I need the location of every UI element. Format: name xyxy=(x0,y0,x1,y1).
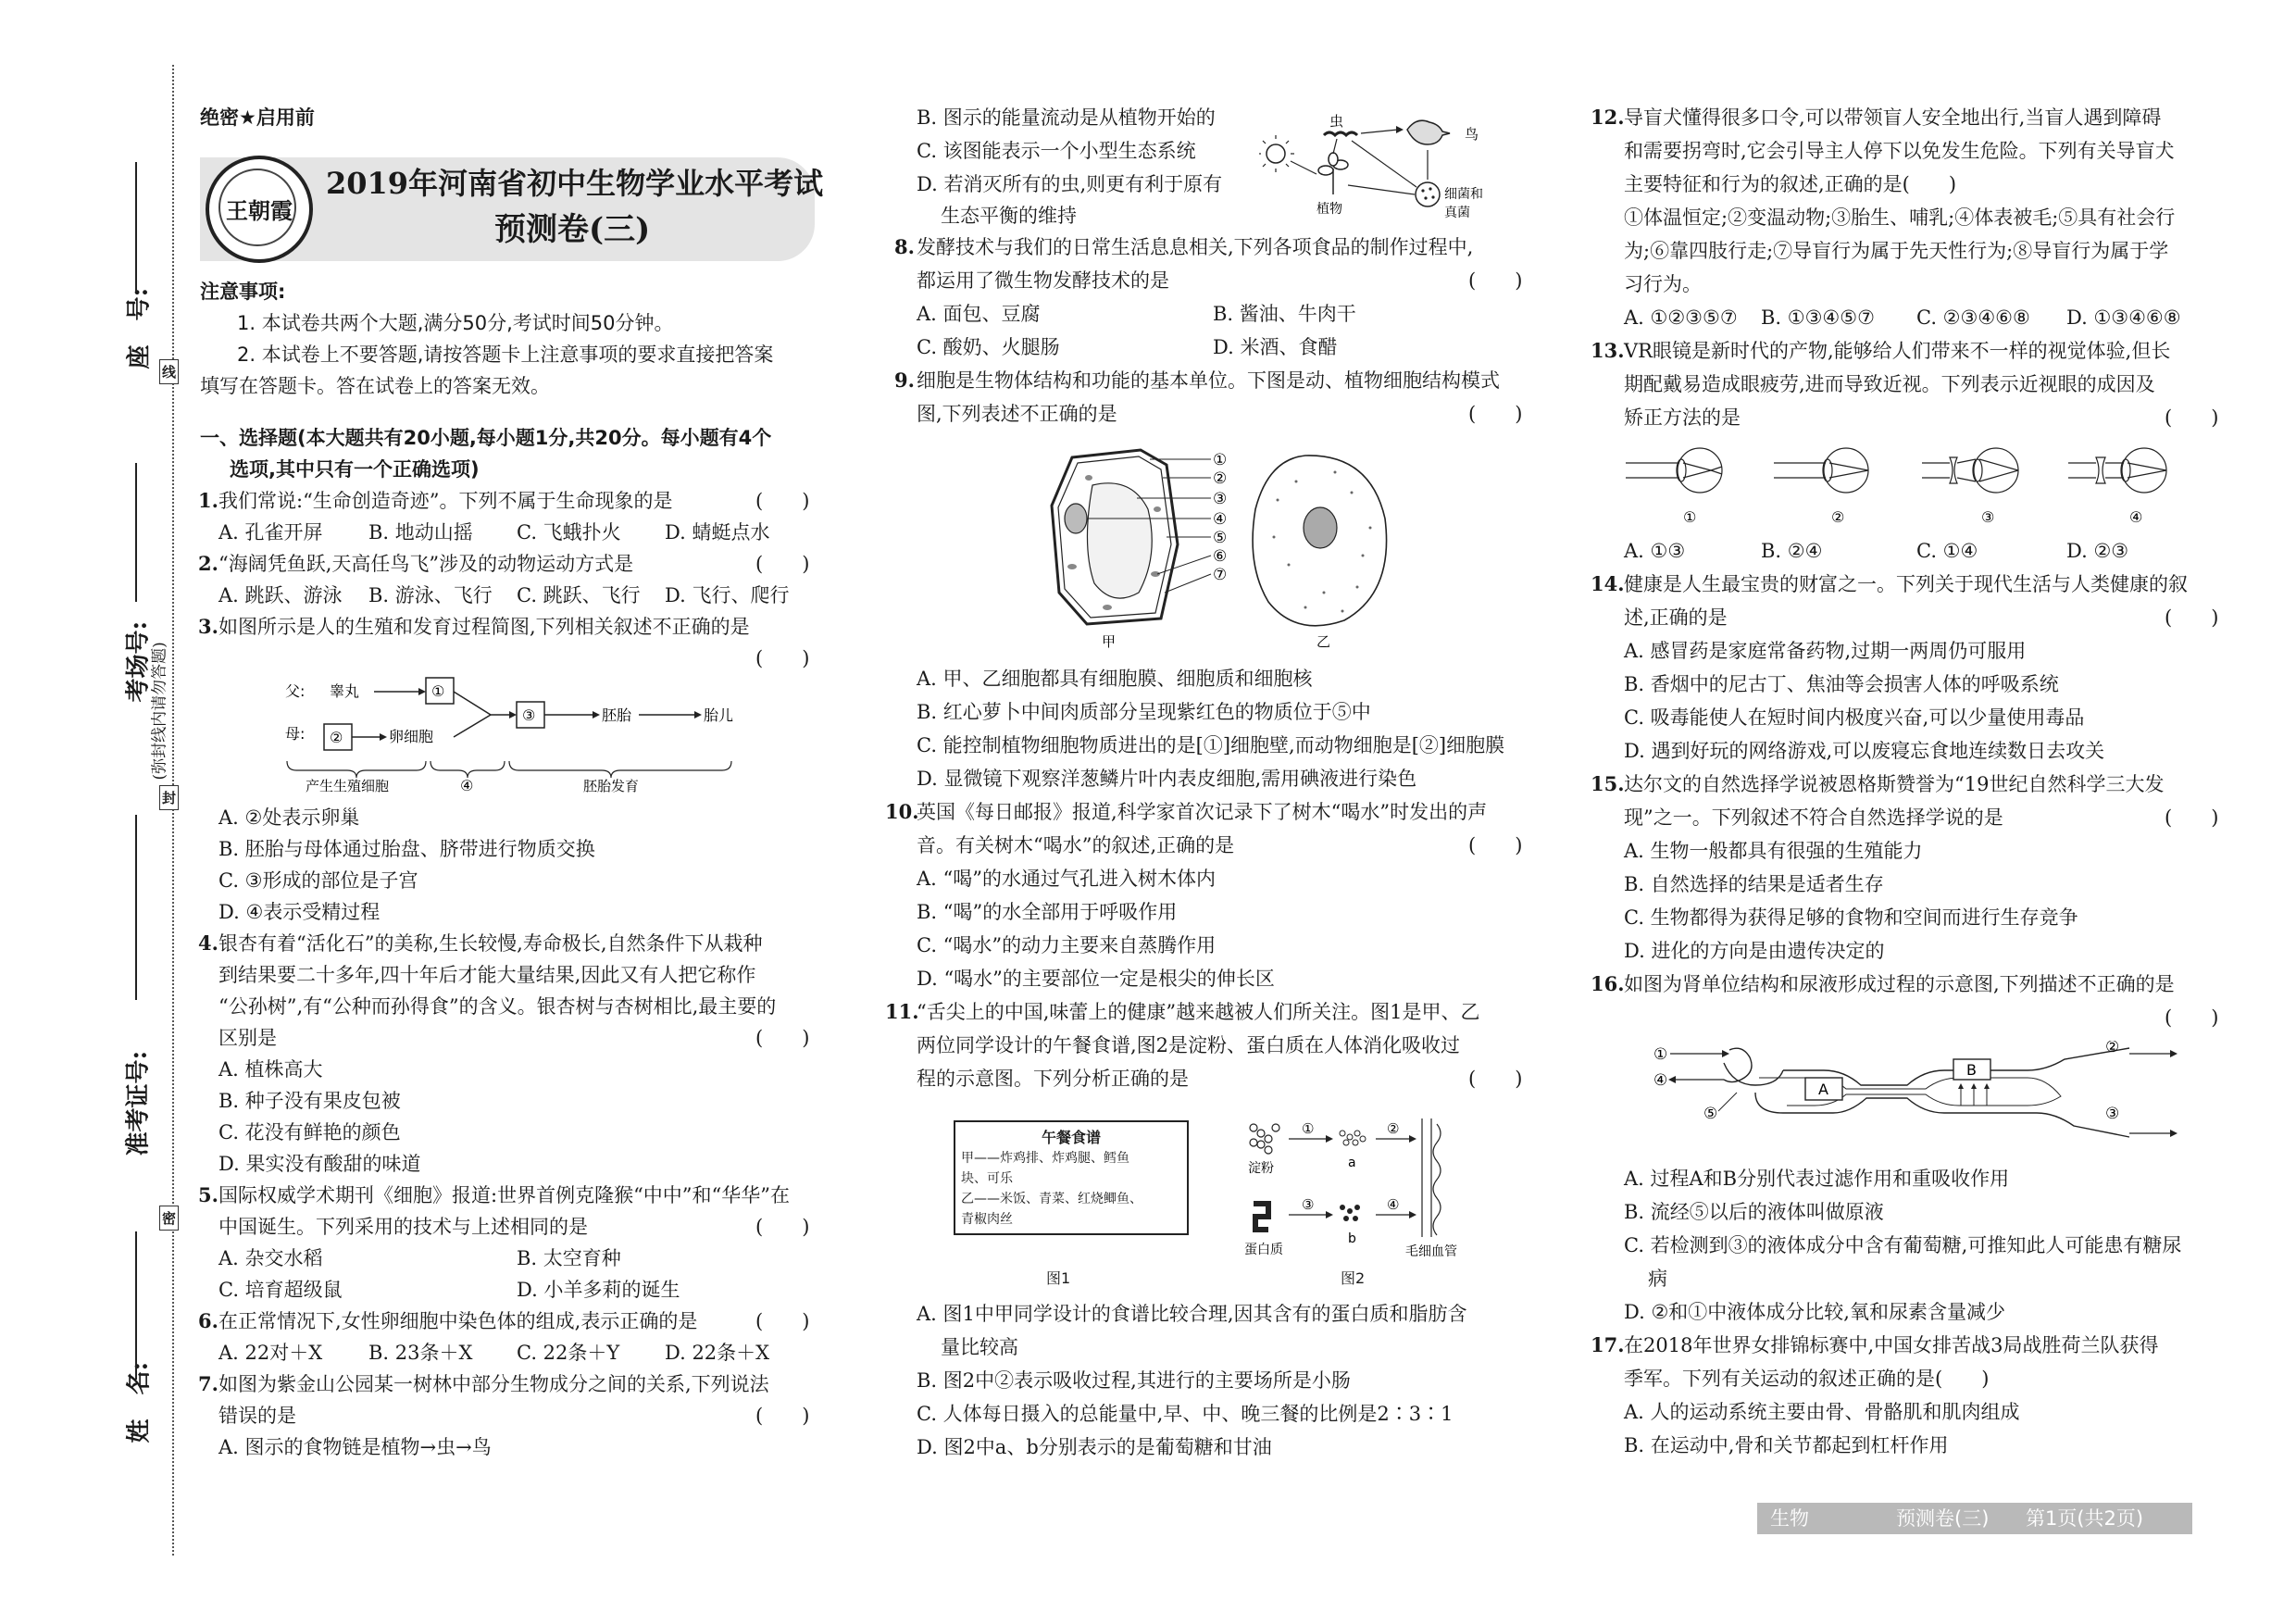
arrowhead xyxy=(2170,1050,2177,1057)
option-b: B. 红心萝卜中间肉质部分呈现紫红色的物质位于⑤中 xyxy=(917,701,1371,723)
option-a: A. 感冒药是家庭常备药物,过期一两周仍可服用 xyxy=(1624,640,2027,662)
option-c: C. 能控制植物细胞物质进出的是[①]细胞壁,而动物细胞是[②]细胞膜 xyxy=(917,734,1505,756)
answer-paren: ( ) xyxy=(1468,834,1523,856)
step-1-label: ① xyxy=(1302,1120,1315,1137)
question-stem-line-2: 现”之一。下列叙述不符合自然选择学说的是 xyxy=(1624,806,2003,829)
menu-line-3: 乙——米饭、青菜、红烧鲫鱼、 xyxy=(961,1192,1142,1206)
question-number: 10. xyxy=(885,800,919,823)
eye-diagram-4 xyxy=(2068,448,2166,493)
product-a-label: a xyxy=(1348,1156,1356,1170)
question-stem-line-1: 国际权威学术期刊《细胞》报道:世界首例克隆猴“中中”和“华华”在 xyxy=(218,1184,791,1206)
question-number: 14. xyxy=(1591,572,1625,595)
product-b-label: b xyxy=(1348,1231,1356,1246)
option-d: D. ②和①中液体成分比较,氧和尿素含量减少 xyxy=(1624,1301,2005,1323)
seat-line xyxy=(135,162,137,292)
seat-label: 座 号: xyxy=(125,287,154,369)
animal-cell-caption: 乙 xyxy=(1316,633,1331,650)
merge-lines-2 xyxy=(454,715,491,737)
merge-lines xyxy=(454,692,511,715)
question-stem-line-2: 到结果要二十多年,四十年后才能大量结果,因此又有人把它称作 xyxy=(218,964,756,986)
binding-dotted-line xyxy=(172,65,174,1556)
room-line xyxy=(135,463,137,602)
question-number: 16. xyxy=(1591,972,1625,995)
option-b: B. ②④ xyxy=(1761,540,1823,562)
menu-title: 午餐食谱 xyxy=(1041,1129,1101,1146)
glucose-dots xyxy=(1340,1131,1366,1145)
name-label: 姓 名: xyxy=(125,1361,154,1443)
label-2: ② xyxy=(330,729,343,746)
statements-line-3: 习行为。 xyxy=(1624,273,1702,295)
option-c-line-2: 病 xyxy=(1648,1268,1667,1290)
option-d: D. 飞行、爬行 xyxy=(665,584,790,606)
question-stem-line-2: 期配戴易造成眼疲劳,进而导致近视。下列表示近视眼的成因及 xyxy=(1624,373,2155,395)
eye-label-4: ④ xyxy=(2129,508,2143,526)
option-b: B. 在运动中,骨和关节都起到杠杆作用 xyxy=(1624,1434,1949,1456)
eye-label-2: ② xyxy=(1831,508,1845,526)
section-heading: 一、选择题(本大题共有20小题,每小题1分,共20分。每小题有4个 xyxy=(200,427,772,449)
question-stem-line-1: 银杏有着“活化石”的美称,生长较慢,寿命极长,自然条件下从栽种 xyxy=(218,932,763,955)
sun-icon xyxy=(1267,144,1285,163)
amino-acid-dots xyxy=(1340,1205,1360,1221)
caterpillar-icon xyxy=(1324,132,1357,135)
group-2-label: ④ xyxy=(460,777,474,794)
eye-diagram-1 xyxy=(1626,448,1722,493)
process-b-label: B xyxy=(1966,1061,1977,1079)
answer-paren: ( ) xyxy=(755,553,810,575)
reabsorption-arrows xyxy=(1961,1087,1987,1106)
question-stem-line-2: 述,正确的是 xyxy=(1624,606,1728,629)
arrowhead xyxy=(694,711,702,719)
egg-label: 卵细胞 xyxy=(389,728,434,745)
option-b: B. 香烟中的尼古丁、焦油等会损害人体的呼吸系统 xyxy=(1624,673,2059,695)
plant-cell-nucleus xyxy=(1065,504,1087,533)
question-number: 2. xyxy=(198,552,218,575)
option-d: D. 若消灭所有的虫,则更有利于原有 xyxy=(917,173,1223,195)
question-stem-line-2: 和需要拐弯时,它会引导主人停下以免发生危险。下列有关导盲犬 xyxy=(1624,140,2175,162)
option-d: D. 果实没有酸甜的味道 xyxy=(218,1153,421,1175)
option-a: A. 过程A和B分别代表过滤作用和重吸收作用 xyxy=(1624,1168,2010,1190)
option-c: C. ①④ xyxy=(1916,540,1978,562)
question-stem-line-3: “公孙树”,有“公种而孙得食”的含义。银杏树与杏树相比,最主要的 xyxy=(218,995,777,1018)
bird-icon xyxy=(1407,120,1450,144)
option-a: A. “喝”的水通过气孔进入树木体内 xyxy=(917,868,1216,890)
option-d: D. 进化的方向是由遗传决定的 xyxy=(1624,940,1885,962)
option-d: D. 米酒、食醋 xyxy=(1213,336,1338,358)
figure-1-caption: 图1 xyxy=(1046,1269,1071,1287)
question-stem-line-2: 中国诞生。下列采用的技术与上述相同的是 xyxy=(218,1216,588,1238)
option-d: D. ④表示受精过程 xyxy=(218,901,381,923)
answer-paren: ( ) xyxy=(755,1027,810,1049)
section-heading-2: 选项,其中只有一个正确选项) xyxy=(230,458,480,481)
question-stem-line-1: 细胞是生物体结构和功能的基本单位。下图是动、植物细胞结构模式 xyxy=(917,369,1500,392)
capillary-label: 毛细血管 xyxy=(1405,1244,1457,1259)
question-stem-line-2: 错误的是 xyxy=(218,1405,296,1427)
answer-paren: ( ) xyxy=(2165,406,2219,429)
question-stem-line-2: 图,下列表述不正确的是 xyxy=(917,403,1117,425)
cell-label-4: ④ xyxy=(1213,510,1228,529)
arrowhead xyxy=(418,688,426,695)
secret-label: 绝密★启用前 xyxy=(200,106,315,129)
nephron-label-1: ① xyxy=(1653,1045,1668,1064)
answer-paren: ( ) xyxy=(755,490,810,512)
notes-line-3: 填写在答题卡。答在试卷上的答案无效。 xyxy=(200,375,550,397)
binding-mark-secret: 密 xyxy=(159,1206,179,1231)
insect-label: 虫 xyxy=(1329,113,1344,130)
group-3-label: 胚胎发育 xyxy=(583,778,640,794)
figure-2-caption: 图2 xyxy=(1341,1269,1366,1287)
menu-line-4: 青椒肉丝 xyxy=(961,1212,1013,1227)
notes-line-1: 1. 本试卷共两个大题,满分50分,考试时间50分钟。 xyxy=(237,312,674,334)
cell-diagram xyxy=(1046,444,1398,650)
arrowhead xyxy=(1409,1211,1416,1218)
embryo-label: 胚胎 xyxy=(602,706,632,724)
arrowhead xyxy=(1326,1211,1333,1218)
option-c: C. ②③④⑥⑧ xyxy=(1916,306,2030,329)
answer-paren: ( ) xyxy=(755,647,810,669)
mother-label: 母: xyxy=(285,725,306,743)
option-b: B. 23条＋X xyxy=(368,1342,473,1364)
option-c: C. 人体每日摄入的总能量中,早、中、晚三餐的比例是2∶3∶1 xyxy=(917,1403,1454,1425)
option-d: D. 蜻蜓点水 xyxy=(665,521,770,544)
option-a: A. ①②③⑤⑦ xyxy=(1624,306,1738,329)
process-a-label: A xyxy=(1818,1081,1828,1098)
question-stem-line-1: 达尔文的自然选择学说被恩格斯赞誉为“19世纪自然科学三大发 xyxy=(1624,773,2165,795)
label-3: ③ xyxy=(522,706,536,724)
answer-paren: ( ) xyxy=(2165,806,2219,829)
option-a: A. 人的运动系统主要由骨、骨骼肌和肌肉组成 xyxy=(1624,1401,2020,1423)
question-stem-line-4: 区别是 xyxy=(218,1027,277,1049)
step-3-label: ③ xyxy=(1302,1196,1315,1213)
question-number: 15. xyxy=(1591,772,1625,795)
option-b: B. 种子没有果皮包被 xyxy=(218,1090,401,1112)
option-d: D. 显微镜下观察洋葱鳞片叶内表皮细胞,需用碘液进行染色 xyxy=(917,768,1417,790)
option-b: B. 太空育种 xyxy=(517,1247,621,1269)
arrowhead xyxy=(380,733,387,741)
exam-title: 2019年河南省初中生物学业水平考试 xyxy=(326,166,824,201)
option-a: A. 植株高大 xyxy=(218,1058,323,1081)
option-a: A. 甲、乙细胞都具有细胞膜、细胞质和细胞核 xyxy=(917,668,1313,690)
room-label: 考场号: xyxy=(124,620,153,703)
figure-2-digestion xyxy=(1241,1115,1472,1263)
eye-label-1: ① xyxy=(1683,508,1697,526)
option-d-line-2: 生态平衡的维持 xyxy=(941,205,1077,227)
option-a: A. 跳跃、游泳 xyxy=(218,584,343,606)
brace-2 xyxy=(430,761,505,778)
answer-paren: ( ) xyxy=(1468,1068,1523,1090)
option-a: A. ②处表示卵巢 xyxy=(218,806,360,829)
option-c: C. 该图能表示一个小型生态系统 xyxy=(917,140,1196,162)
arrowhead xyxy=(509,711,517,719)
footer-page: 第1页(共2页) xyxy=(2026,1507,2144,1530)
question-stem: “海阔凭鱼跃,天高任鸟飞”涉及的动物运动方式是 xyxy=(218,553,634,575)
capillary-network xyxy=(1759,1078,2061,1106)
plant-to-bacteria-arrow xyxy=(1348,185,1415,194)
fetus-label: 胎儿 xyxy=(704,706,734,724)
option-c: C. 若检测到③的液体成分中含有葡萄糖,可推知此人可能患有糖尿 xyxy=(1624,1234,2182,1256)
menu-line-1: 甲——炸鸡排、炸鸡腿、鳕鱼 xyxy=(961,1151,1129,1166)
option-b: B. 游泳、飞行 xyxy=(368,584,493,606)
exam-subtitle: 预测卷(三) xyxy=(494,211,651,248)
nephron-label-5: ⑤ xyxy=(1703,1105,1718,1123)
question-stem-line-3: 程的示意图。下列分析正确的是 xyxy=(917,1068,1189,1090)
arrowhead xyxy=(1409,1135,1416,1143)
question-stem-line-1: 英国《每日邮报》报道,科学家首次记录下了树木“喝水”时发出的声 xyxy=(917,801,1488,823)
question-stem-line-3: 主要特征和行为的叙述,正确的是( ) xyxy=(1624,173,1957,195)
option-a: A. 杂交水稻 xyxy=(218,1247,323,1269)
step-2-label: ② xyxy=(1387,1120,1400,1137)
option-a-line-2: 量比较高 xyxy=(941,1336,1018,1358)
question-stem-line-2: 两位同学设计的午餐食谱,图2是淀粉、蛋白质在人体消化吸收过 xyxy=(917,1034,1461,1056)
plant-icon xyxy=(1318,153,1348,194)
sun-to-plant-arrow xyxy=(1291,161,1316,174)
eye-diagrams xyxy=(1626,443,2181,528)
testis-label: 睾丸 xyxy=(330,682,360,700)
footer-subject: 生物 xyxy=(1770,1507,1809,1530)
cell-label-1: ① xyxy=(1213,451,1228,469)
answer-paren: ( ) xyxy=(755,1405,810,1427)
option-d: D. 22条＋X xyxy=(665,1342,770,1364)
question-stem-line-1: 导盲犬懂得很多口令,可以带领盲人安全地出行,当盲人遇到障碍 xyxy=(1624,106,2162,129)
arrowhead xyxy=(2170,1130,2177,1137)
option-d: D. 遇到好玩的网络游戏,可以废寝忘食地连续数日去攻关 xyxy=(1624,740,2105,762)
option-b: B. 图2中②表示吸收过程,其进行的主要场所是小肠 xyxy=(917,1369,1351,1392)
option-c: C. 吸毒能使人在短时间内极度兴奋,可以少量使用毒品 xyxy=(1624,706,2085,729)
no-answer-notice: (弥封线内请勿答题) xyxy=(150,642,169,781)
plant-to-insect-arrow xyxy=(1333,139,1337,154)
page-footer xyxy=(1757,1503,2192,1534)
question-stem-line-1: 在2018年世界女排锦标赛中,中国女排苦战3局战胜荷兰队获得 xyxy=(1624,1334,2159,1356)
option-b: B. 图示的能量流动是从植物开始的 xyxy=(917,106,1216,129)
insect-to-bacteria-arrow xyxy=(1352,141,1416,187)
ticket-label: 准考证号: xyxy=(124,1050,153,1156)
figure-1-menu xyxy=(954,1120,1189,1235)
cell-label-3: ③ xyxy=(1213,490,1228,508)
option-c: C. 22条＋Y xyxy=(517,1342,620,1364)
bacteria-label: 细菌和 xyxy=(1444,187,1483,202)
cell-label-2: ② xyxy=(1213,469,1228,488)
question-stem-line-1: VR眼镜是新时代的产物,能够给人们带来不一样的视觉体验,但长 xyxy=(1624,340,2171,362)
question-stem: 我们常说:“生命创造奇迹”。下列不属于生命现象的是 xyxy=(218,490,673,512)
option-c: C. 跳跃、飞行 xyxy=(517,584,641,606)
nephron-label-3: ③ xyxy=(2105,1105,2120,1123)
nephron-label-4: ④ xyxy=(1653,1071,1668,1090)
cell-label-7: ⑦ xyxy=(1213,566,1228,584)
notes-title: 注意事项: xyxy=(200,281,286,303)
answer-paren: ( ) xyxy=(755,1310,810,1332)
group-1-label: 产生生殖细胞 xyxy=(306,778,390,794)
footer-paper: 预测卷(三) xyxy=(1896,1507,1990,1530)
answer-paren: ( ) xyxy=(1468,269,1523,292)
question-number: 4. xyxy=(198,931,218,955)
reproduction-diagram xyxy=(278,674,796,794)
publisher-logo xyxy=(206,156,313,263)
eye-label-3: ③ xyxy=(1981,508,1995,526)
answer-paren: ( ) xyxy=(1468,403,1523,425)
name-line xyxy=(135,1231,137,1380)
question-number: 17. xyxy=(1591,1333,1625,1356)
option-a: A. 孔雀开屏 xyxy=(218,521,323,544)
logo-text: 王朝霞 xyxy=(226,197,293,224)
question-number: 3. xyxy=(198,615,218,638)
option-c: C. 飞蛾扑火 xyxy=(517,521,621,544)
bacteria-icon xyxy=(1416,182,1440,206)
plant-cell-vacuole xyxy=(1087,483,1152,598)
option-b: B. “喝”的水全部用于呼吸作用 xyxy=(917,901,1178,923)
ticket-line xyxy=(135,815,137,1000)
cell-label-5: ⑤ xyxy=(1213,529,1228,547)
arrowhead xyxy=(1326,1135,1333,1143)
brace-3 xyxy=(509,761,731,778)
answer-paren: ( ) xyxy=(2165,606,2219,629)
option-d: D. 小羊多莉的诞生 xyxy=(517,1279,680,1301)
binding-mark-line: 线 xyxy=(159,359,179,384)
protein-label: 蛋白质 xyxy=(1244,1243,1283,1257)
option-c: C. 培育超级鼠 xyxy=(218,1279,343,1301)
option-d: D. ②③ xyxy=(2066,540,2129,562)
question-stem: 在正常情况下,女性卵细胞中染色体的组成,表示正确的是 xyxy=(218,1310,698,1332)
protein-chain-icon xyxy=(1254,1204,1268,1230)
option-d: D. 图2中a、b分别表示的是葡萄糖和甘油 xyxy=(917,1436,1272,1458)
brace-1 xyxy=(287,761,426,778)
bird-label: 鸟 xyxy=(1465,126,1479,143)
question-stem: 如图所示是人的生殖和发育过程简图,下列相关叙述不正确的是 xyxy=(218,616,750,638)
eye-diagram-2 xyxy=(1774,448,1868,493)
option-a: A. 图示的食物链是植物→虫→鸟 xyxy=(218,1436,492,1458)
question-number: 8. xyxy=(894,235,915,258)
question-stem-line-2: 音。有关树木“喝水”的叙述,正确的是 xyxy=(917,834,1235,856)
plant-cell-caption: 甲 xyxy=(1102,633,1117,650)
option-b: B. 胚胎与母体通过胎盘、脐带进行物质交换 xyxy=(218,838,595,860)
question-stem-line-1: 健康是人生最宝贵的财富之一。下列关于现代生活与人类健康的叙 xyxy=(1624,573,2188,595)
option-a: A. ①③ xyxy=(1624,540,1686,562)
cell-label-6: ⑥ xyxy=(1213,547,1228,566)
option-b: B. 酱油、牛肉干 xyxy=(1213,303,1356,325)
option-d: D. ①③④⑥⑧ xyxy=(2066,306,2181,329)
option-c: C. “喝水”的动力主要来自蒸腾作用 xyxy=(917,934,1217,956)
step-4-label: ④ xyxy=(1387,1196,1400,1213)
option-c: C. 生物都得为获得足够的食物和空间而进行生存竞争 xyxy=(1624,906,2078,929)
notes-line-2: 2. 本试卷上不要答题,请按答题卡上注意事项的要求直接把答案 xyxy=(237,344,774,366)
question-number: 13. xyxy=(1591,339,1625,362)
statements-line-2: 为;⑥靠四肢行走;⑦导盲行为属于先天性行为;⑧导盲行为属于学 xyxy=(1624,240,2169,262)
option-a: A. 22对＋X xyxy=(218,1342,323,1364)
father-label: 父: xyxy=(285,682,306,700)
reabsorption-arrowheads xyxy=(1958,1083,1990,1089)
option-a: A. 生物一般都具有很强的生殖能力 xyxy=(1624,840,1923,862)
ecosystem-diagram xyxy=(1259,109,1509,228)
question-number: 1. xyxy=(198,489,218,512)
arrowhead xyxy=(1722,1050,1729,1057)
intestinal-villi xyxy=(1422,1118,1441,1237)
starch-label: 淀粉 xyxy=(1248,1161,1274,1176)
question-number: 5. xyxy=(198,1183,218,1206)
question-stem-line-1: “舌尖上的中国,味蕾上的健康”越来越被人们所关注。图1是甲、乙 xyxy=(917,1001,1480,1023)
option-c: C. ③形成的部位是子宫 xyxy=(218,869,418,892)
question-stem-line-2: 季军。下列有关运动的叙述正确的是( ) xyxy=(1624,1368,1990,1390)
nephron-label-2: ② xyxy=(2105,1041,2120,1056)
plant-label: 植物 xyxy=(1316,202,1342,217)
option-c: C. 酸奶、火腿肠 xyxy=(917,336,1060,358)
insect-to-bird-arrow xyxy=(1361,130,1398,133)
answer-paren: ( ) xyxy=(755,1216,810,1238)
arrowhead xyxy=(593,711,600,719)
option-d: D. “喝水”的主要部位一定是根尖的伸长区 xyxy=(917,968,1275,990)
question-stem-line-3: 矫正方法的是 xyxy=(1624,406,1741,429)
question-stem-line-1: 如图为紫金山公园某一树林中部分生物成分之间的关系,下列说法 xyxy=(218,1373,769,1395)
question-stem: 如图为肾单位结构和尿液形成过程的示意图,下列描述不正确的是 xyxy=(1624,973,2175,995)
option-b: B. 自然选择的结果是适者生存 xyxy=(1624,873,1884,895)
eye-diagram-3 xyxy=(1922,448,2018,493)
binding-mark-seal: 封 xyxy=(159,785,179,810)
question-stem-line-2: 都运用了微生物发酵技术的是 xyxy=(917,269,1169,292)
arrowhead xyxy=(1396,126,1404,133)
answer-paren: ( ) xyxy=(2165,1006,2219,1029)
question-number: 9. xyxy=(894,369,915,392)
statements-line-1: ①体温恒定;②变温动物;③胎生、哺乳;④体表被毛;⑤具有社会行 xyxy=(1624,206,2176,229)
bacteria-label-2: 真菌 xyxy=(1444,206,1470,220)
option-a: A. 图1中甲同学设计的食谱比较合理,因其含有的蛋白质和脂肪含 xyxy=(917,1303,1467,1325)
option-b: B. 流经⑤以后的液体叫做原液 xyxy=(1624,1201,1884,1223)
option-b: B. 地动山摇 xyxy=(368,521,473,544)
capsule-pointer xyxy=(1718,1093,1737,1111)
animal-cell-nucleus xyxy=(1304,507,1337,548)
option-a: A. 面包、豆腐 xyxy=(917,303,1041,325)
question-number: 12. xyxy=(1591,106,1625,129)
starch-chain-icon xyxy=(1250,1124,1279,1154)
label-1: ① xyxy=(431,682,445,700)
option-c: C. 花没有鲜艳的颜色 xyxy=(218,1121,401,1143)
menu-line-2: 块、可乐 xyxy=(961,1171,1013,1186)
question-number: 7. xyxy=(198,1372,218,1395)
arrowhead xyxy=(1668,1076,1676,1083)
question-stem-line-1: 发酵技术与我们的日常生活息息相关,下列各项食品的制作过程中, xyxy=(917,236,1474,258)
question-number: 6. xyxy=(198,1309,218,1332)
question-number: 11. xyxy=(885,1000,919,1023)
option-b: B. ①③④⑤⑦ xyxy=(1761,306,1875,329)
nephron-diagram xyxy=(1648,1041,2194,1152)
